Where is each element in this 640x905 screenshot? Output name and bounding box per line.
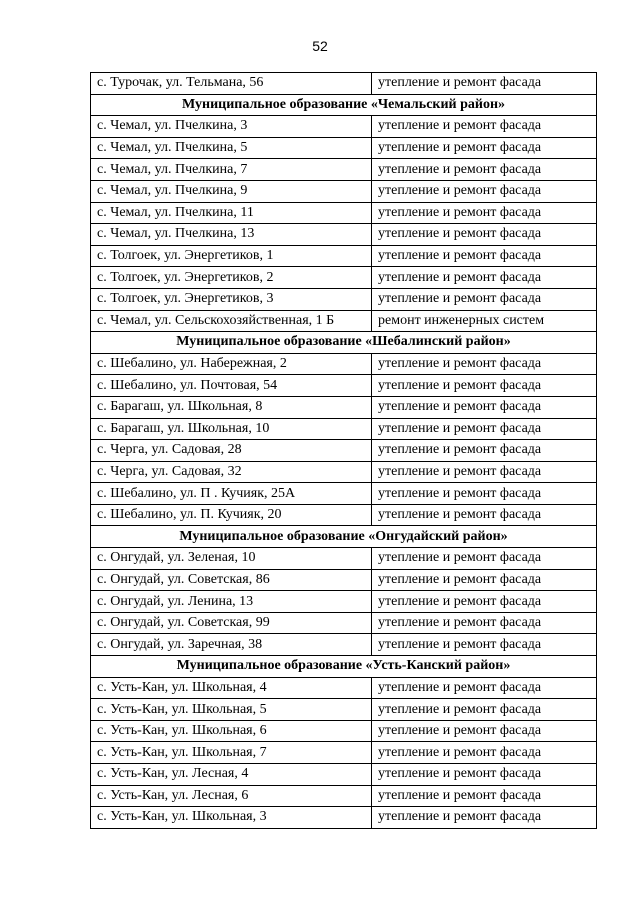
address-cell: с. Онгудай, ул. Советская, 99 bbox=[91, 612, 372, 634]
work-type-cell: утепление и ремонт фасада bbox=[372, 807, 597, 829]
table-row bbox=[91, 159, 597, 181]
address-cell: с. Толгоек, ул. Энергетиков, 3 bbox=[91, 288, 372, 310]
address-cell: с. Усть-Кан, ул. Лесная, 6 bbox=[91, 785, 372, 807]
address-cell: с. Толгоек, ул. Энергетиков, 1 bbox=[91, 245, 372, 267]
work-type-cell: утепление и ремонт фасада bbox=[372, 202, 597, 224]
work-type-cell: утепление и ремонт фасада bbox=[372, 461, 597, 483]
work-type-cell: утепление и ремонт фасада bbox=[372, 224, 597, 246]
address-cell: с. Усть-Кан, ул. Лесная, 4 bbox=[91, 764, 372, 786]
section-title: Муниципальное образование «Усть-Канский район» bbox=[91, 656, 597, 678]
work-type-cell: утепление и ремонт фасада bbox=[372, 742, 597, 764]
work-type-cell: утепление и ремонт фасада bbox=[372, 418, 597, 440]
work-type-cell: утепление и ремонт фасада bbox=[372, 375, 597, 397]
address-cell: с. Усть-Кан, ул. Школьная, 5 bbox=[91, 699, 372, 721]
table-row bbox=[91, 461, 597, 483]
work-type-cell: утепление и ремонт фасада bbox=[372, 677, 597, 699]
section-header-row bbox=[91, 656, 597, 678]
section-title: Муниципальное образование «Шебалинский район» bbox=[91, 332, 597, 354]
table-row bbox=[91, 245, 597, 267]
work-type-cell: утепление и ремонт фасада bbox=[372, 764, 597, 786]
table-row bbox=[91, 116, 597, 138]
work-type-cell: утепление и ремонт фасада bbox=[372, 548, 597, 570]
table-row bbox=[91, 677, 597, 699]
work-type-cell: утепление и ремонт фасада bbox=[372, 634, 597, 656]
table-row bbox=[91, 73, 597, 95]
work-type-cell: утепление и ремонт фасада bbox=[372, 612, 597, 634]
page-number: 52 bbox=[312, 38, 328, 54]
address-cell: с. Онгудай, ул. Ленина, 13 bbox=[91, 591, 372, 613]
repair-registry-table bbox=[90, 72, 597, 829]
table-row bbox=[91, 267, 597, 289]
table-row bbox=[91, 353, 597, 375]
address-cell: с. Барагаш, ул. Школьная, 8 bbox=[91, 396, 372, 418]
address-cell: с. Барагаш, ул. Школьная, 10 bbox=[91, 418, 372, 440]
table-row bbox=[91, 483, 597, 505]
work-type-cell: утепление и ремонт фасада bbox=[372, 137, 597, 159]
work-type-cell: утепление и ремонт фасада bbox=[372, 720, 597, 742]
work-type-cell: утепление и ремонт фасада bbox=[372, 785, 597, 807]
work-type-cell: утепление и ремонт фасада bbox=[372, 396, 597, 418]
section-header-row bbox=[91, 94, 597, 116]
address-cell: с. Черга, ул. Садовая, 28 bbox=[91, 440, 372, 462]
address-cell: с. Шебалино, ул. П. Кучияк, 20 bbox=[91, 504, 372, 526]
work-type-cell: ремонт инженерных систем bbox=[372, 310, 597, 332]
table-row bbox=[91, 612, 597, 634]
table-row bbox=[91, 634, 597, 656]
address-cell: с. Усть-Кан, ул. Школьная, 4 bbox=[91, 677, 372, 699]
section-header-row bbox=[91, 332, 597, 354]
address-cell: с. Усть-Кан, ул. Школьная, 7 bbox=[91, 742, 372, 764]
work-type-cell: утепление и ремонт фасада bbox=[372, 504, 597, 526]
table-row bbox=[91, 224, 597, 246]
work-type-cell: утепление и ремонт фасада bbox=[372, 353, 597, 375]
table-row bbox=[91, 310, 597, 332]
work-type-cell: утепление и ремонт фасада bbox=[372, 569, 597, 591]
table-row bbox=[91, 699, 597, 721]
table-row bbox=[91, 180, 597, 202]
work-type-cell: утепление и ремонт фасада bbox=[372, 440, 597, 462]
address-cell: с. Онгудай, ул. Советская, 86 bbox=[91, 569, 372, 591]
table-row bbox=[91, 569, 597, 591]
work-type-cell: утепление и ремонт фасада bbox=[372, 180, 597, 202]
table-row bbox=[91, 202, 597, 224]
address-cell: с. Шебалино, ул. Набережная, 2 bbox=[91, 353, 372, 375]
address-cell: с. Онгудай, ул. Зеленая, 10 bbox=[91, 548, 372, 570]
address-cell: с. Чемал, ул. Пчелкина, 5 bbox=[91, 137, 372, 159]
address-cell: с. Чемал, ул. Пчелкина, 13 bbox=[91, 224, 372, 246]
table-row bbox=[91, 548, 597, 570]
section-header-row bbox=[91, 526, 597, 548]
work-type-cell: утепление и ремонт фасада bbox=[372, 245, 597, 267]
table-row bbox=[91, 375, 597, 397]
address-cell: с. Черга, ул. Садовая, 32 bbox=[91, 461, 372, 483]
registry-table-body bbox=[91, 73, 597, 829]
address-cell: с. Толгоек, ул. Энергетиков, 2 bbox=[91, 267, 372, 289]
work-type-cell: утепление и ремонт фасада bbox=[372, 699, 597, 721]
work-type-cell: утепление и ремонт фасада bbox=[372, 116, 597, 138]
address-cell: с. Чемал, ул. Пчелкина, 9 bbox=[91, 180, 372, 202]
table-row bbox=[91, 764, 597, 786]
address-cell: с. Онгудай, ул. Заречная, 38 bbox=[91, 634, 372, 656]
address-cell: с. Шебалино, ул. П . Кучияк, 25А bbox=[91, 483, 372, 505]
section-title: Муниципальное образование «Чемальский район» bbox=[91, 94, 597, 116]
address-cell: с. Турочак, ул. Тельмана, 56 bbox=[91, 73, 372, 95]
work-type-cell: утепление и ремонт фасада bbox=[372, 159, 597, 181]
work-type-cell: утепление и ремонт фасада bbox=[372, 73, 597, 95]
table-row bbox=[91, 591, 597, 613]
address-cell: с. Усть-Кан, ул. Школьная, 6 bbox=[91, 720, 372, 742]
table-row bbox=[91, 396, 597, 418]
table-row bbox=[91, 720, 597, 742]
table-row bbox=[91, 288, 597, 310]
work-type-cell: утепление и ремонт фасада bbox=[372, 267, 597, 289]
address-cell: с. Чемал, ул. Сельскохозяйственная, 1 Б bbox=[91, 310, 372, 332]
table-row bbox=[91, 807, 597, 829]
table-row bbox=[91, 504, 597, 526]
address-cell: с. Шебалино, ул. Почтовая, 54 bbox=[91, 375, 372, 397]
table-row bbox=[91, 418, 597, 440]
address-cell: с. Чемал, ул. Пчелкина, 11 bbox=[91, 202, 372, 224]
address-cell: с. Усть-Кан, ул. Школьная, 3 bbox=[91, 807, 372, 829]
table-row bbox=[91, 742, 597, 764]
work-type-cell: утепление и ремонт фасада bbox=[372, 591, 597, 613]
section-title: Муниципальное образование «Онгудайский район» bbox=[91, 526, 597, 548]
work-type-cell: утепление и ремонт фасада bbox=[372, 483, 597, 505]
address-cell: с. Чемал, ул. Пчелкина, 7 bbox=[91, 159, 372, 181]
address-cell: с. Чемал, ул. Пчелкина, 3 bbox=[91, 116, 372, 138]
table-row bbox=[91, 137, 597, 159]
table-row bbox=[91, 785, 597, 807]
work-type-cell: утепление и ремонт фасада bbox=[372, 288, 597, 310]
table-row bbox=[91, 440, 597, 462]
